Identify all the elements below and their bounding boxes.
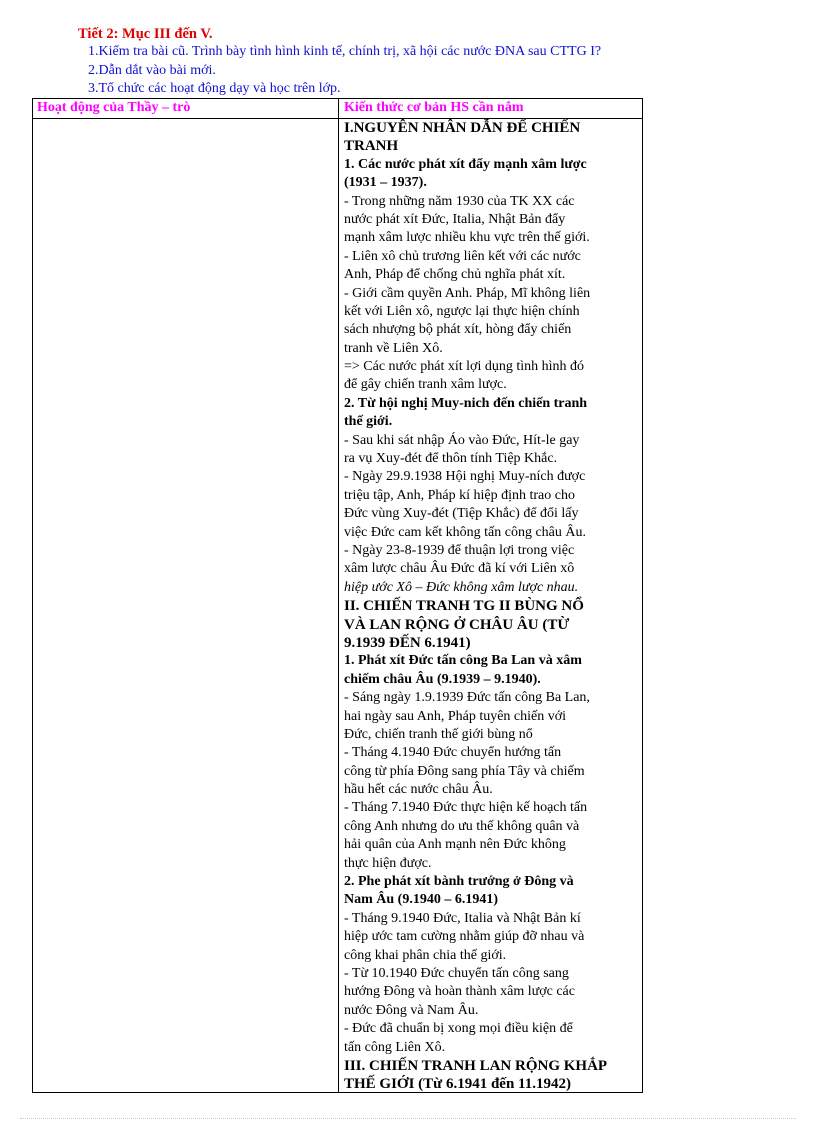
subsection-heading-line: chiếm châu Âu (9.1939 – 9.1940).: [344, 671, 541, 687]
content-line: hải quân của Anh mạnh nên Đức không: [344, 837, 566, 853]
intro-step-3: 3.Tổ chức các hoạt động dạy và học trên lớp.: [88, 81, 341, 96]
header-teacher-student-activity: Hoạt động của Thầy – trò: [37, 100, 191, 115]
intro-step-1: 1.Kiểm tra bài cũ. Trình bày tình hình kinh tế, chính trị, xã hội các nước ĐNA sau CTTG I?: [88, 44, 602, 59]
content-line: hiệp ước Xô – Đức không xâm lược nhau.: [344, 579, 579, 595]
content-line: Đức vùng Xuy-đét (Tiệp Khắc) để đổi lấy: [344, 506, 579, 522]
page-bottom-divider: [20, 1118, 796, 1119]
content-line: công từ phía Đông sang phía Tây và chiếm: [344, 763, 585, 779]
subsection-heading-line: Nam Âu (9.1940 – 6.1941): [344, 892, 498, 908]
content-line: - Sáng ngày 1.9.1939 Đức tấn công Ba Lan,: [344, 690, 590, 706]
section-heading-line: II. CHIẾN TRANH TG II BÙNG NỔ: [344, 598, 584, 615]
lesson-table: [32, 98, 643, 1093]
content-line: - Tháng 4.1940 Đức chuyển hướng tấn: [344, 745, 562, 761]
content-line: sách nhượng bộ phát xít, hòng đẩy chiến: [344, 322, 572, 338]
column-divider: [338, 99, 339, 1092]
content-line: triệu tập, Anh, Pháp kí hiệp định trao cho: [344, 487, 575, 503]
content-line: công Anh nhưng do ưu thế không quân và: [344, 818, 580, 834]
content-line: - Ngày 29.9.1938 Hội nghị Muy-ních được: [344, 469, 586, 485]
content-line: mạnh xâm lược nhiều khu vực trên thế giới.: [344, 230, 590, 246]
content-line: hiệp ước tam cường nhằm giúp đỡ nhau và: [344, 929, 585, 945]
header-core-knowledge: Kiến thức cơ bản HS cần nắm: [344, 100, 524, 115]
content-line: - Liên xô chủ trương liên kết với các nước: [344, 248, 581, 264]
section-heading-line: 9.1939 ĐẾN 6.1941): [344, 634, 471, 651]
subsection-heading-line: (1931 – 1937).: [344, 175, 427, 191]
subsection-heading-line: 1. Phát xít Đức tấn công Ba Lan và xâm: [344, 653, 582, 669]
content-line: - Từ 10.1940 Đức chuyển tấn công sang: [344, 965, 569, 981]
content-line: => Các nước phát xít lợi dụng tình hình đó: [344, 359, 584, 375]
subsection-heading-line: 2. Từ hội nghị Muy-nich đến chiến tranh: [344, 395, 588, 411]
content-line: ra vụ Xuy-đét để thôn tính Tiệp Khắc.: [344, 451, 558, 467]
subsection-heading-line: 1. Các nước phát xít đẩy mạnh xâm lược: [344, 156, 587, 172]
intro-step-2: 2.Dẫn dắt vào bài mới.: [88, 63, 216, 78]
content-line: - Tháng 7.1940 Đức thực hiện kế hoạch tấn: [344, 800, 588, 816]
content-line: - Sau khi sát nhập Áo vào Đức, Hít-le gay: [344, 432, 580, 448]
subsection-heading-line: thế giới.: [344, 414, 393, 430]
section-heading-line: VÀ LAN RỘNG Ở CHÂU ÂU (TỪ: [344, 616, 570, 633]
content-line: thực hiện được.: [344, 855, 432, 871]
content-line: hai ngày sau Anh, Pháp tuyên chiến với: [344, 708, 567, 724]
content-line: để gây chiến tranh xâm lược.: [344, 377, 507, 393]
content-line: kết với Liên xô, ngược lại thực hiện chính: [344, 303, 580, 319]
content-line: - Trong những năm 1930 của TK XX các: [344, 193, 575, 209]
lesson-heading: Tiết 2: Mục III đến V.: [78, 26, 213, 42]
content-line: - Ngày 23-8-1939 để thuận lợi trong việc: [344, 542, 575, 558]
content-line: hầu hết các nước châu Âu.: [344, 782, 493, 798]
content-line: - Tháng 9.1940 Đức, Italia và Nhật Bản kí: [344, 910, 581, 926]
content-line: công khai phân chia thế giới.: [344, 947, 507, 963]
content-line: tấn công Liên Xô.: [344, 1039, 446, 1055]
section-heading-line: I.NGUYÊN NHÂN DẪN ĐẾ CHIẾN: [344, 120, 581, 136]
content-line: - Đức đã chuẩn bị xong mọi điều kiện để: [344, 1021, 573, 1037]
section-heading-line: THẾ GIỚI (Từ 6.1941 đến 11.1942): [344, 1076, 571, 1093]
section-heading-line: TRANH: [344, 138, 399, 155]
subsection-heading-line: 2. Phe phát xít bành trướng ở Đông và: [344, 874, 574, 890]
content-line: Anh, Pháp để chống chủ nghĩa phát xít.: [344, 267, 566, 283]
content-line: tranh về Liên Xô.: [344, 340, 443, 356]
knowledge-column: [344, 119, 636, 1094]
section-heading-line: III. CHIẾN TRANH LAN RỘNG KHẮP: [344, 1057, 608, 1074]
content-line: hướng Đông và hoàn thành xâm lược các: [344, 984, 575, 1000]
content-line: Đức, chiến tranh thế giới bùng nổ: [344, 726, 533, 742]
content-line: nước Đông và Nam Âu.: [344, 1002, 479, 1018]
content-line: - Giới cầm quyền Anh. Pháp, Mĩ không liên: [344, 285, 591, 301]
content-line: việc Đức cam kết không tấn công châu Âu.: [344, 524, 587, 540]
content-line: nước phát xít Đức, Italia, Nhật Bản đẩy: [344, 211, 566, 227]
content-line: xâm lược châu Âu Đức đã kí với Liên xô: [344, 561, 575, 577]
